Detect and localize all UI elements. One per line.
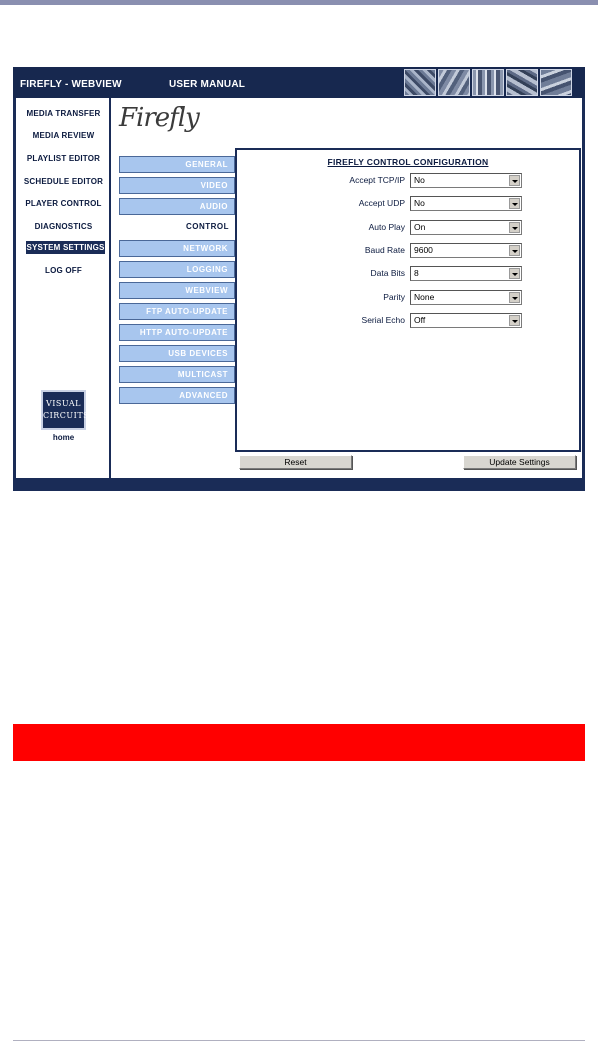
thumbnail-image [540, 69, 572, 96]
webview-window [13, 67, 585, 491]
footer-bar [13, 478, 585, 491]
app-header [13, 67, 585, 98]
content-area [16, 98, 582, 478]
tab-control[interactable]: CONTROL [119, 219, 235, 236]
field-label: Serial Echo [361, 315, 405, 325]
field-auto-play [237, 220, 579, 236]
tab-network[interactable]: NETWORK [119, 240, 235, 257]
field-accept-tcpip [237, 173, 579, 189]
tab-audio[interactable]: AUDIO [119, 198, 235, 215]
thumbnail-image [472, 69, 504, 96]
dropdown-arrow-icon[interactable] [509, 315, 520, 326]
tab-ftp-auto-update[interactable]: FTP AUTO-UPDATE [119, 303, 235, 320]
serial-echo-select[interactable] [410, 313, 522, 328]
select-value: On [414, 222, 426, 232]
user-manual-link[interactable]: USER MANUAL [169, 79, 246, 90]
dropdown-arrow-icon[interactable] [509, 175, 520, 186]
visual-circuits-logo[interactable] [41, 390, 90, 430]
tab-advanced[interactable]: ADVANCED [119, 387, 235, 404]
nav-diagnostics[interactable]: DIAGNOSTICS [34, 222, 93, 231]
header-thumbnails [404, 69, 572, 97]
field-label: Accept UDP [358, 198, 405, 208]
select-value: No [414, 175, 425, 185]
update-settings-button[interactable]: Update Settings [463, 455, 576, 469]
field-label: Accept TCP/IP [349, 175, 405, 185]
nav-system-settings[interactable]: SYSTEM SETTINGS [22, 241, 105, 254]
tab-multicast[interactable]: MULTICAST [119, 366, 235, 383]
nav-playlist-editor[interactable]: PLAYLIST EDITOR [26, 154, 101, 163]
firefly-logo: Firefly [119, 103, 199, 133]
nav-media-transfer[interactable]: MEDIA TRANSFER [26, 109, 101, 118]
tab-video[interactable]: VIDEO [119, 177, 235, 194]
thumbnail-image [506, 69, 538, 96]
dropdown-arrow-icon[interactable] [509, 292, 520, 303]
tab-webview[interactable]: WEBVIEW [119, 282, 235, 299]
reset-button[interactable]: Reset [239, 455, 352, 469]
bottom-rule [13, 1040, 585, 1041]
field-data-bits [237, 266, 579, 282]
brand-line-2: CIRCUITS [43, 411, 90, 420]
dropdown-arrow-icon[interactable] [509, 222, 520, 233]
select-value: None [414, 292, 435, 302]
select-value: Off [414, 315, 426, 325]
field-label: Parity [383, 292, 405, 302]
panel-title: FIREFLY CONTROL CONFIGURATION [327, 157, 489, 167]
control-config-panel [235, 148, 581, 452]
field-label: Data Bits [370, 268, 405, 278]
dropdown-arrow-icon[interactable] [509, 198, 520, 209]
select-value: 9600 [414, 245, 433, 255]
brand-line-1: VISUAL [45, 399, 81, 408]
tab-general[interactable]: GENERAL [119, 156, 235, 173]
field-label: Baud Rate [364, 245, 405, 255]
dropdown-arrow-icon[interactable] [509, 245, 520, 256]
parity-select[interactable] [410, 290, 522, 305]
tab-http-auto-update[interactable]: HTTP AUTO-UPDATE [119, 324, 235, 341]
app-title: FIREFLY - WEBVIEW [20, 79, 122, 90]
dropdown-arrow-icon[interactable] [509, 268, 520, 279]
nav-schedule-editor[interactable]: SCHEDULE EDITOR [23, 177, 104, 186]
red-banner [13, 724, 585, 761]
thumbnail-image [404, 69, 436, 96]
data-bits-select[interactable] [410, 266, 522, 281]
field-baud-rate [237, 243, 579, 259]
select-value: 8 [414, 268, 419, 278]
nav-log-off[interactable]: LOG OFF [45, 266, 82, 275]
thumbnail-image [438, 69, 470, 96]
select-value: No [414, 198, 425, 208]
field-parity [237, 290, 579, 306]
nav-player-control[interactable]: PLAYER CONTROL [25, 199, 102, 208]
field-label: Auto Play [368, 222, 405, 232]
nav-media-review[interactable]: MEDIA REVIEW [32, 131, 95, 140]
accept-udp-select[interactable] [410, 196, 522, 211]
field-serial-echo [237, 313, 579, 329]
tab-logging[interactable]: LOGGING [119, 261, 235, 278]
auto-play-select[interactable] [410, 220, 522, 235]
tab-usb-devices[interactable]: USB DEVICES [119, 345, 235, 362]
baud-rate-select[interactable] [410, 243, 522, 258]
field-accept-udp [237, 196, 579, 212]
home-link[interactable]: home [52, 433, 75, 442]
top-rule [0, 0, 598, 5]
accept-tcpip-select[interactable] [410, 173, 522, 188]
left-nav [16, 98, 111, 478]
